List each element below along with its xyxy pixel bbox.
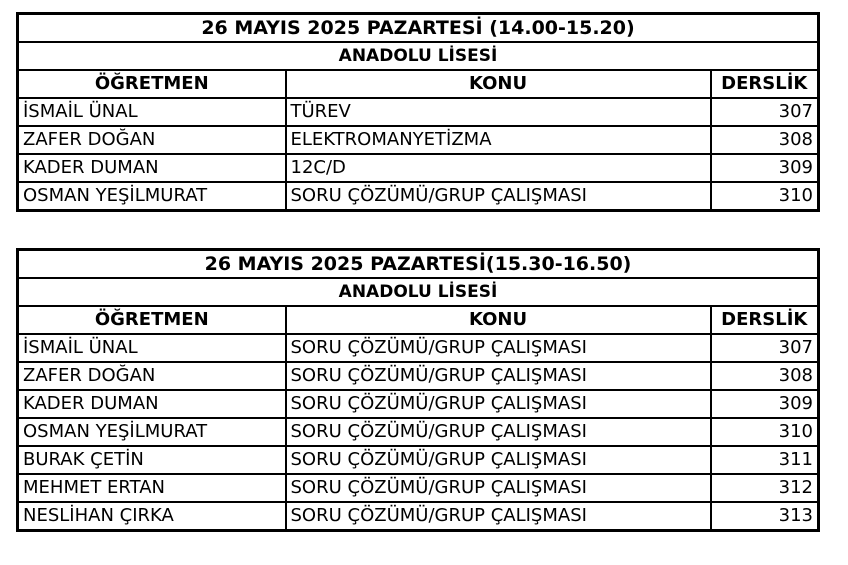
classroom-cell: 310 (711, 418, 819, 446)
session-title: 26 MAYIS 2025 PAZARTESİ (14.00-15.20) (18, 14, 819, 43)
session-title: 26 MAYIS 2025 PAZARTESİ(15.30-16.50) (18, 250, 819, 279)
teacher-cell: NESLİHAN ÇIRKA (18, 502, 286, 531)
column-header-classroom: DERSLİK (711, 306, 819, 334)
school-name: ANADOLU LİSESİ (18, 278, 819, 306)
title-row (18, 250, 819, 279)
classroom-cell: 307 (711, 98, 819, 126)
table-row (18, 474, 819, 502)
classroom-cell: 309 (711, 154, 819, 182)
table-row (18, 446, 819, 474)
classroom-cell: 313 (711, 502, 819, 531)
table-row (18, 98, 819, 126)
subject-cell: SORU ÇÖZÜMÜ/GRUP ÇALIŞMASI (286, 362, 711, 390)
school-row (18, 278, 819, 306)
subject-cell: SORU ÇÖZÜMÜ/GRUP ÇALIŞMASI (286, 474, 711, 502)
table-row (18, 418, 819, 446)
teacher-cell: KADER DUMAN (18, 154, 286, 182)
column-header-subject: KONU (286, 306, 711, 334)
schedule-table-session-1 (16, 12, 820, 212)
classroom-cell: 307 (711, 334, 819, 362)
teacher-cell: ZAFER DOĞAN (18, 126, 286, 154)
subject-cell: SORU ÇÖZÜMÜ/GRUP ÇALIŞMASI (286, 390, 711, 418)
teacher-cell: İSMAİL ÜNAL (18, 334, 286, 362)
teacher-cell: MEHMET ERTAN (18, 474, 286, 502)
school-row (18, 42, 819, 70)
classroom-cell: 308 (711, 126, 819, 154)
table-row (18, 154, 819, 182)
subject-cell: SORU ÇÖZÜMÜ/GRUP ÇALIŞMASI (286, 502, 711, 531)
teacher-cell: ZAFER DOĞAN (18, 362, 286, 390)
table-row (18, 502, 819, 531)
header-row (18, 306, 819, 334)
table-row (18, 334, 819, 362)
teacher-cell: BURAK ÇETİN (18, 446, 286, 474)
column-header-teacher: ÖĞRETMEN (18, 306, 286, 334)
classroom-cell: 310 (711, 182, 819, 211)
subject-cell: 12C/D (286, 154, 711, 182)
subject-cell: SORU ÇÖZÜMÜ/GRUP ÇALIŞMASI (286, 334, 711, 362)
subject-cell: SORU ÇÖZÜMÜ/GRUP ÇALIŞMASI (286, 446, 711, 474)
header-row (18, 70, 819, 98)
subject-cell: TÜREV (286, 98, 711, 126)
teacher-cell: OSMAN YEŞİLMURAT (18, 182, 286, 211)
subject-cell: ELEKTROMANYETİZMA (286, 126, 711, 154)
column-header-subject: KONU (286, 70, 711, 98)
teacher-cell: OSMAN YEŞİLMURAT (18, 418, 286, 446)
classroom-cell: 311 (711, 446, 819, 474)
classroom-cell: 312 (711, 474, 819, 502)
school-name: ANADOLU LİSESİ (18, 42, 819, 70)
subject-cell: SORU ÇÖZÜMÜ/GRUP ÇALIŞMASI (286, 418, 711, 446)
table-row (18, 182, 819, 211)
teacher-cell: KADER DUMAN (18, 390, 286, 418)
classroom-cell: 309 (711, 390, 819, 418)
title-row (18, 14, 819, 43)
table-row (18, 126, 819, 154)
teacher-cell: İSMAİL ÜNAL (18, 98, 286, 126)
classroom-cell: 308 (711, 362, 819, 390)
schedule-table-session-2 (16, 248, 820, 532)
table-row (18, 362, 819, 390)
column-header-teacher: ÖĞRETMEN (18, 70, 286, 98)
subject-cell: SORU ÇÖZÜMÜ/GRUP ÇALIŞMASI (286, 182, 711, 211)
column-header-classroom: DERSLİK (711, 70, 819, 98)
table-row (18, 390, 819, 418)
